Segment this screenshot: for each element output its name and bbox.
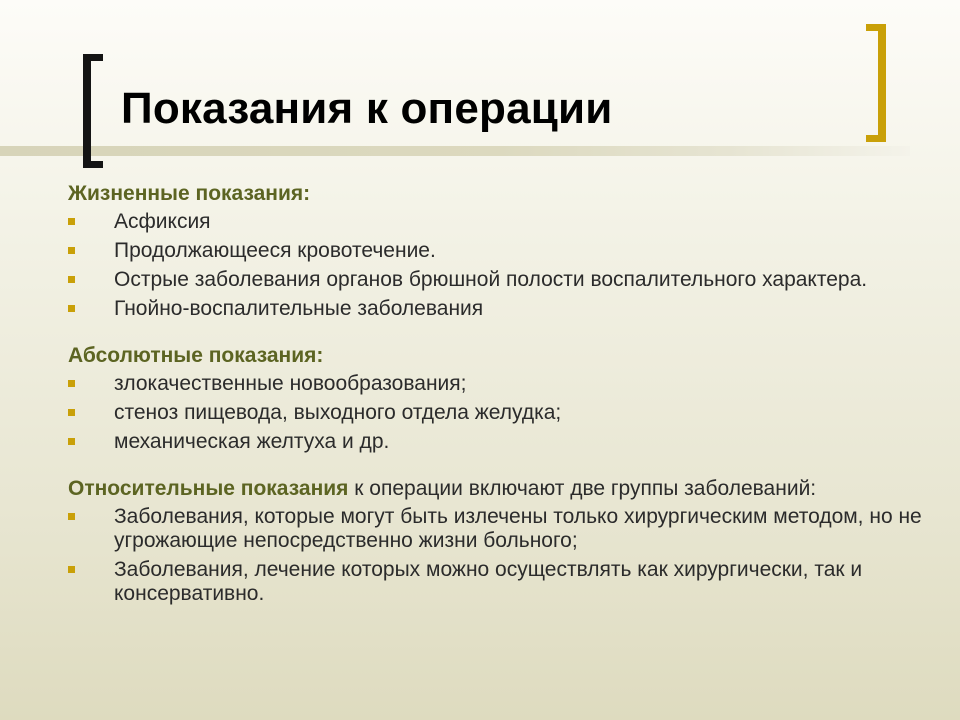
list-item-text: Продолжающееся кровотечение. bbox=[114, 239, 436, 262]
bullet-list-absolute bbox=[68, 372, 938, 454]
list-item bbox=[68, 297, 938, 321]
section-heading-relative-rest: к операции включают две группы заболеваний: bbox=[348, 477, 817, 500]
title-underline-band bbox=[0, 146, 910, 156]
list-item-text: стеноз пищевода, выходного отдела желудка; bbox=[114, 401, 562, 424]
square-bullet-icon bbox=[68, 513, 75, 520]
right-bracket-decoration bbox=[866, 24, 886, 142]
square-bullet-icon bbox=[68, 247, 75, 254]
list-item bbox=[68, 268, 938, 292]
bullet-list-relative bbox=[68, 505, 938, 606]
list-item-text: Заболевания, лечение которых можно осуществлять как хирургически, так и консервативно. bbox=[114, 558, 863, 605]
square-bullet-icon bbox=[68, 380, 75, 387]
slide-content bbox=[68, 180, 938, 627]
list-item bbox=[68, 372, 938, 396]
list-item-text: злокачественные новообразования; bbox=[114, 372, 467, 395]
square-bullet-icon bbox=[68, 276, 75, 283]
square-bullet-icon bbox=[68, 409, 75, 416]
list-item-text: Заболевания, которые могут быть излечены только хирургическим методом, но не угрожающие непосредственно жизни больного; bbox=[114, 505, 922, 552]
list-item bbox=[68, 558, 938, 606]
list-item-text: механическая желтуха и др. bbox=[114, 430, 390, 453]
square-bullet-icon bbox=[68, 305, 75, 312]
section-heading-vital: Жизненные показания: bbox=[68, 182, 311, 205]
page-title: Показания к операции bbox=[121, 84, 613, 133]
section-absolute-indications bbox=[68, 342, 938, 454]
list-item-text: Асфиксия bbox=[114, 210, 211, 233]
section-heading-relative-line bbox=[68, 475, 938, 502]
list-item-text: Гнойно-воспалительные заболевания bbox=[114, 297, 484, 320]
list-item bbox=[68, 430, 938, 454]
bullet-list-vital bbox=[68, 210, 938, 321]
section-relative-indications bbox=[68, 475, 938, 606]
section-heading-relative: Относительные показания bbox=[68, 477, 349, 500]
square-bullet-icon bbox=[68, 566, 75, 573]
section-vital-indications bbox=[68, 180, 938, 321]
list-item bbox=[68, 401, 938, 425]
list-item bbox=[68, 505, 938, 553]
list-item bbox=[68, 239, 938, 263]
square-bullet-icon bbox=[68, 218, 75, 225]
left-bracket-decoration bbox=[83, 54, 103, 168]
list-item-text: Острые заболевания органов брюшной полости воспалительного характера. bbox=[114, 268, 868, 291]
list-item bbox=[68, 210, 938, 234]
square-bullet-icon bbox=[68, 438, 75, 445]
section-heading-absolute: Абсолютные показания: bbox=[68, 344, 324, 367]
